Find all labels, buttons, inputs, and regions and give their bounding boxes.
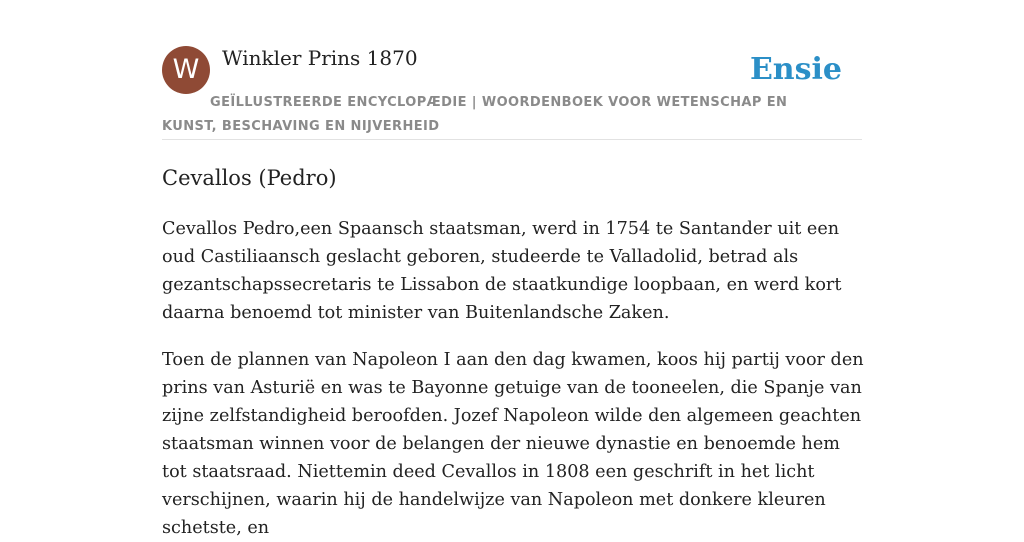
article-paragraph-1: Cevallos Pedro,een Spaansch staatsman, werd in 1754 te Santander uit een oud Castiliaansch geslacht geboren, studeerde te Valladolid, betrad als gezantschapssecretaris te Lissabon de staatkundige loopbaan, en werd kort daarna benoemd tot minister van Buitenlandsche Zaken.	[162, 219, 842, 323]
article	[162, 160, 864, 542]
article-paragraph-2: Toen de plannen van Napoleon I aan den dag kwamen, koos hij partij voor den prins van Asturië en was te Bayonne getuige van de tooneelen, die Spanje van zijne zelfstandigheid beroofden. Jozef Napoleon wilde den algemeen geachten staatsman winnen voor de belangen der nieuwe dynastie en benoemde hem tot staatsraad. Niettemin deed Cevallos in 1808 een geschrift in het licht verschijnen, waarin hij de handelwijze van Napoleon met donkere kleuren schetste, en	[162, 350, 864, 538]
ensie-logo[interactable]: Ensie	[749, 52, 842, 87]
article-title: Cevallos (Pedro)	[162, 166, 337, 190]
source-avatar[interactable]: W	[162, 46, 210, 94]
source-title[interactable]: Winkler Prins 1870	[222, 46, 418, 70]
header-divider	[162, 139, 862, 140]
source-subtitle: GEÏLLUSTREERDE ENCYCLOPÆDIE | WOORDENBOEK VOOR WETENSCHAP EN KUNST, BESCHAVING EN NIJVERHEID	[162, 95, 788, 134]
